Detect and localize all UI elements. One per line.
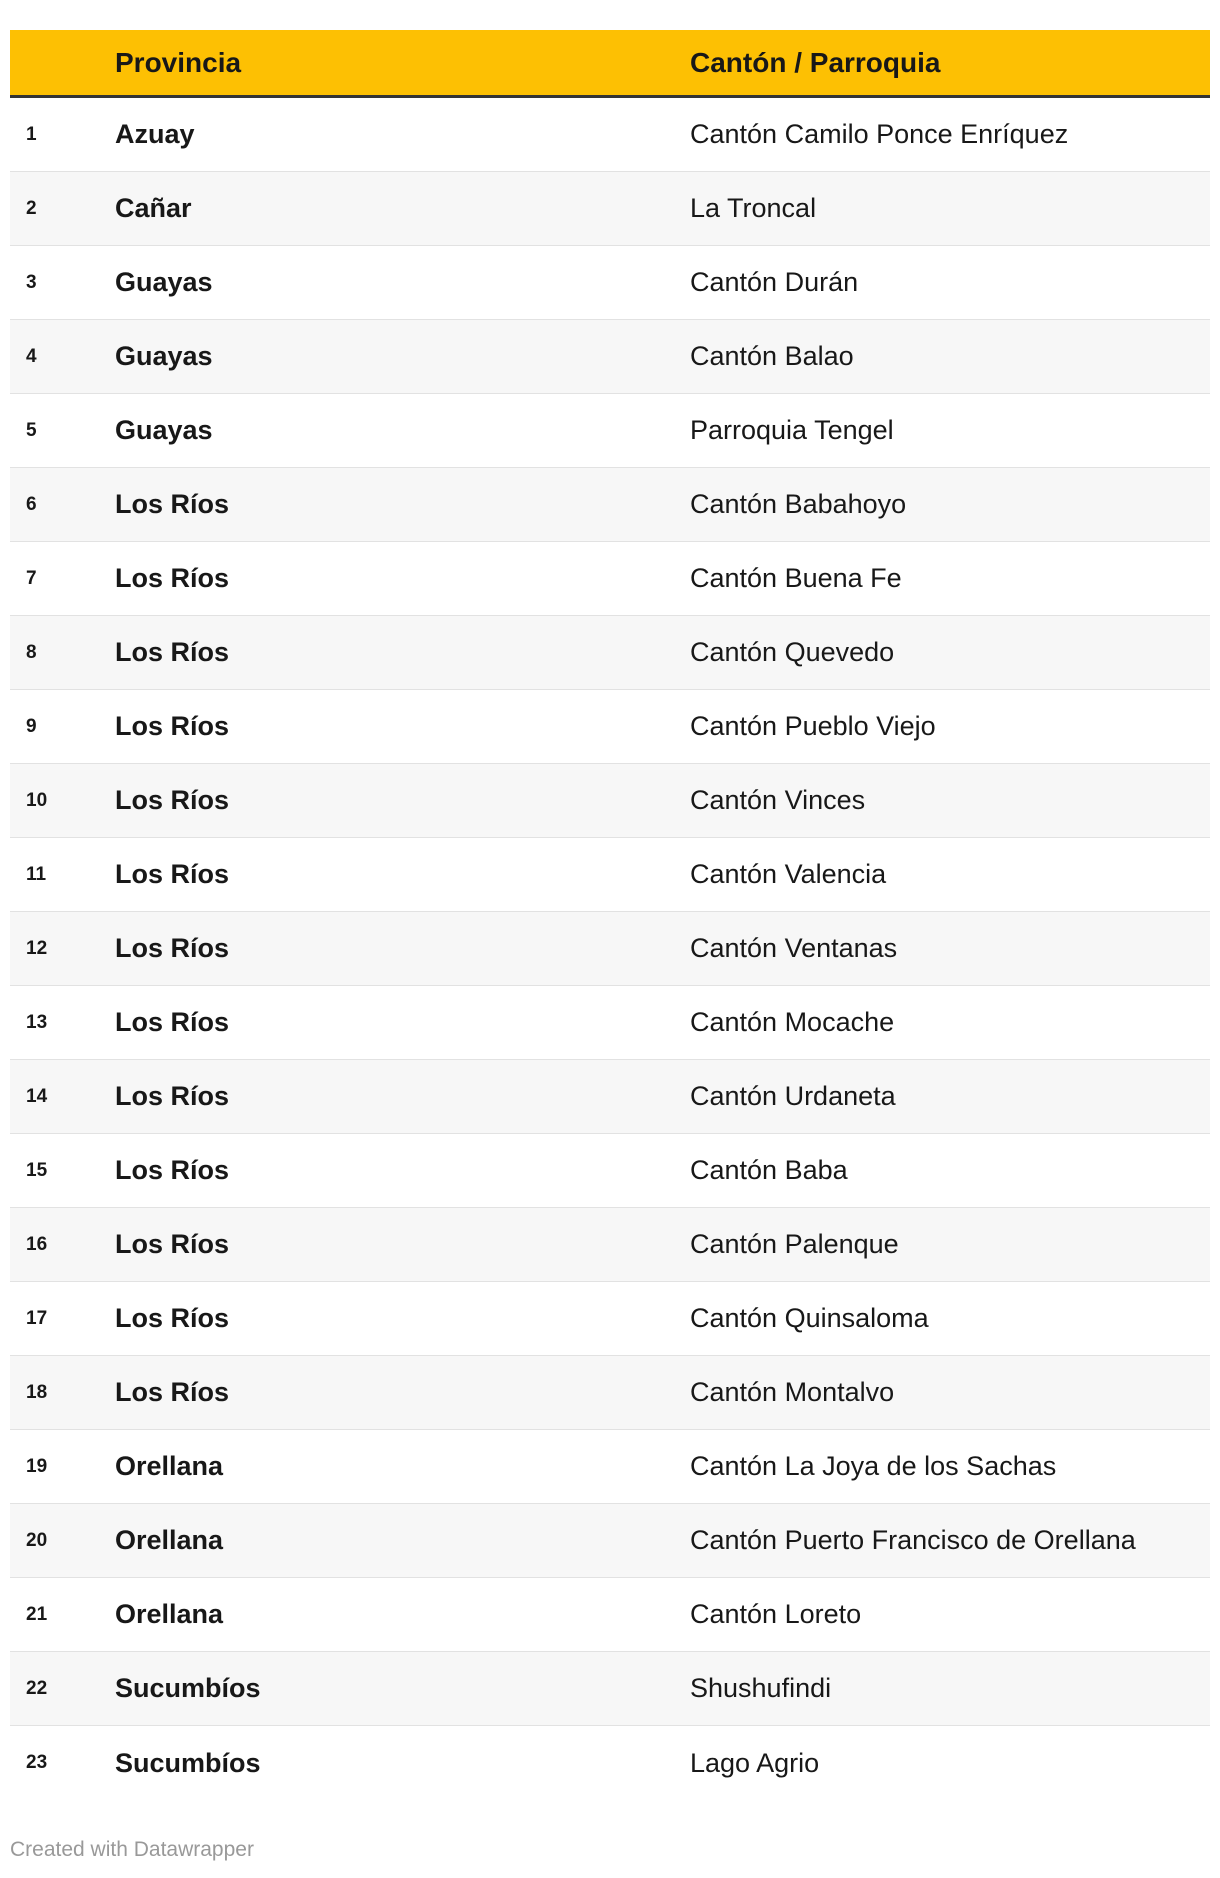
- row-provincia: Los Ríos: [115, 1081, 230, 1111]
- row-canton: Cantón Palenque: [690, 1229, 899, 1259]
- row-canton: Cantón La Joya de los Sachas: [690, 1451, 1057, 1481]
- table-row: [10, 690, 1210, 764]
- row-canton: Cantón Valencia: [690, 859, 887, 889]
- row-index: 7: [26, 567, 37, 589]
- row-canton: Cantón Montalvo: [690, 1377, 895, 1407]
- table-row: [10, 172, 1210, 246]
- row-index: 8: [26, 641, 37, 663]
- row-index: 17: [26, 1307, 48, 1329]
- header-provincia: Provincia: [115, 46, 242, 78]
- table-row: [10, 246, 1210, 320]
- table-row: [10, 542, 1210, 616]
- credit-footer: Created with Datawrapper: [10, 1838, 254, 1861]
- row-provincia: Los Ríos: [115, 1229, 230, 1259]
- table-header: [10, 30, 1210, 98]
- row-canton: Cantón Puerto Francisco de Orellana: [690, 1525, 1136, 1555]
- row-provincia: Los Ríos: [115, 489, 230, 519]
- row-provincia: Sucumbíos: [115, 1747, 261, 1778]
- table-row: [10, 1504, 1210, 1578]
- table-row: [10, 1726, 1210, 1800]
- row-canton: Cantón Ventanas: [690, 933, 898, 963]
- row-index: 10: [26, 789, 48, 811]
- data-table: [10, 30, 1210, 1800]
- row-canton: Cantón Balao: [690, 341, 854, 371]
- table-row: [10, 394, 1210, 468]
- row-provincia: Los Ríos: [115, 1007, 230, 1037]
- row-canton: Cantón Babahoyo: [690, 489, 907, 519]
- row-canton: Shushufindi: [690, 1673, 832, 1703]
- row-provincia: Los Ríos: [115, 711, 230, 741]
- row-provincia: Sucumbíos: [115, 1673, 261, 1703]
- table-row: [10, 912, 1210, 986]
- row-provincia: Cañar: [115, 193, 192, 223]
- row-index: 11: [26, 863, 47, 885]
- row-index: 9: [26, 715, 37, 737]
- row-index: 2: [26, 197, 37, 219]
- row-provincia: Guayas: [115, 415, 213, 445]
- row-canton: Cantón Quinsaloma: [690, 1303, 929, 1333]
- row-index: 22: [26, 1677, 48, 1699]
- row-provincia: Azuay: [115, 119, 195, 149]
- row-index: 16: [26, 1233, 48, 1255]
- row-provincia: Los Ríos: [115, 1303, 230, 1333]
- row-canton: Cantón Pueblo Viejo: [690, 711, 936, 741]
- row-canton: Cantón Baba: [690, 1155, 848, 1185]
- row-index: 19: [26, 1455, 48, 1477]
- row-canton: Cantón Vinces: [690, 785, 866, 815]
- table-row: [10, 98, 1210, 172]
- table-row: [10, 1134, 1210, 1208]
- row-provincia: Orellana: [115, 1451, 224, 1481]
- row-canton: Cantón Durán: [690, 267, 859, 297]
- table-row: [10, 1208, 1210, 1282]
- row-canton: Cantón Urdaneta: [690, 1081, 896, 1111]
- table-row: [10, 838, 1210, 912]
- table-row: [10, 616, 1210, 690]
- row-provincia: Los Ríos: [115, 933, 230, 963]
- row-canton: Cantón Loreto: [690, 1599, 862, 1629]
- row-provincia: Los Ríos: [115, 785, 230, 815]
- row-canton: La Troncal: [690, 193, 817, 223]
- row-provincia: Orellana: [115, 1599, 224, 1629]
- row-provincia: Guayas: [115, 267, 213, 297]
- header-canton: Cantón / Parroquia: [690, 46, 941, 78]
- table-row: [10, 1060, 1210, 1134]
- row-index: 15: [26, 1159, 48, 1181]
- row-index: 1: [26, 123, 37, 145]
- row-provincia: Los Ríos: [115, 1155, 230, 1185]
- row-canton: Cantón Quevedo: [690, 637, 895, 667]
- table-row: [10, 986, 1210, 1060]
- table-row: [10, 320, 1210, 394]
- row-index: 14: [26, 1085, 48, 1107]
- table-row: [10, 1652, 1210, 1726]
- row-index: 6: [26, 493, 37, 515]
- table-row: [10, 764, 1210, 838]
- row-provincia: Los Ríos: [115, 563, 230, 593]
- row-canton: Lago Agrio: [690, 1747, 820, 1778]
- row-canton: Parroquia Tengel: [690, 415, 894, 445]
- row-provincia: Orellana: [115, 1525, 224, 1555]
- row-provincia: Los Ríos: [115, 637, 230, 667]
- row-canton: Cantón Camilo Ponce Enríquez: [690, 119, 1069, 149]
- row-index: 23: [26, 1752, 48, 1773]
- row-index: 21: [26, 1603, 48, 1625]
- row-index: 3: [26, 271, 37, 293]
- row-provincia: Los Ríos: [115, 859, 230, 889]
- row-provincia: Los Ríos: [115, 1377, 230, 1407]
- row-index: 12: [26, 937, 48, 959]
- table-row: [10, 468, 1210, 542]
- table-row: [10, 1356, 1210, 1430]
- table-body: [10, 98, 1210, 1800]
- table-row: [10, 1282, 1210, 1356]
- row-canton: Cantón Buena Fe: [690, 563, 902, 593]
- row-canton: Cantón Mocache: [690, 1007, 895, 1037]
- row-index: 5: [26, 419, 37, 441]
- row-index: 20: [26, 1529, 48, 1551]
- table-row: [10, 1578, 1210, 1652]
- row-index: 13: [26, 1011, 48, 1033]
- row-provincia: Guayas: [115, 341, 213, 371]
- row-index: 18: [26, 1381, 48, 1403]
- table-row: [10, 1430, 1210, 1504]
- row-index: 4: [26, 345, 37, 367]
